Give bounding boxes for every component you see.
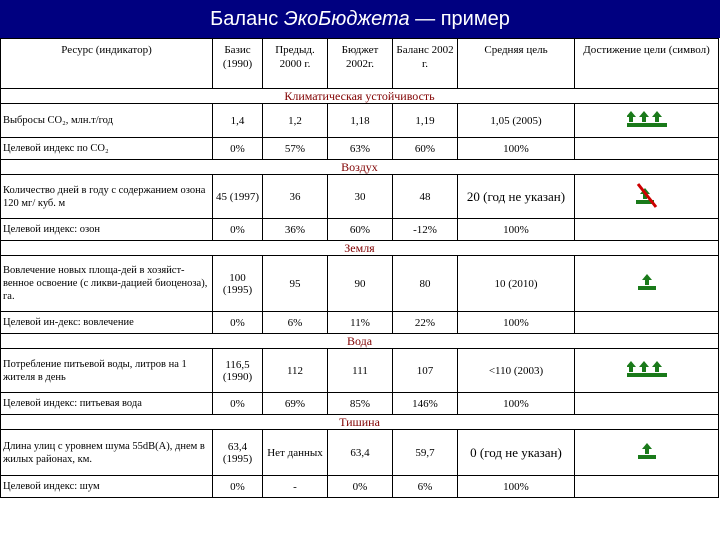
achievement-cell [575,312,719,334]
title-suffix: — пример [409,8,510,30]
balance-cell: -12% [393,219,458,241]
target-cell: 0 (год не указан) [458,430,575,476]
three-arrows-up-icon [627,110,667,131]
table-row [1,430,719,476]
section-row [1,415,719,430]
resource-cell: Потребление питьевой воды, литров на 1 жителя в день [1,349,213,393]
table-row [1,256,719,312]
balance-cell: 22% [393,312,458,334]
col-header-resource: Ресурс (индикатор) [1,39,213,89]
prev-cell: 36 [263,175,328,219]
budget-cell: 0% [328,476,393,498]
section-row [1,334,719,349]
target-cell: 100% [458,476,575,498]
title-italic: ЭкоБюджета [283,8,410,30]
achievement-cell [575,219,719,241]
balance-cell: 107 [393,349,458,393]
target-cell: 100% [458,219,575,241]
base-cell: 116,5 (1990) [213,349,263,393]
target-cell: 100% [458,312,575,334]
single-arrow-up-icon [637,442,657,463]
balance-cell: 6% [393,476,458,498]
eco-budget-table [0,38,719,498]
budget-cell: 11% [328,312,393,334]
achievement-cell [575,430,719,476]
prev-cell: 69% [263,393,328,415]
budget-cell: 90 [328,256,393,312]
header-row [1,39,719,89]
table-row [1,312,719,334]
prev-cell: Нет данных [263,430,328,476]
base-cell: 0% [213,219,263,241]
crossed-arrow-icon [635,182,659,211]
target-cell: 10 (2010) [458,256,575,312]
resource-cell: Целевой индекс по CO₂ [1,138,213,160]
col-header-base: Базис (1990) [213,39,263,89]
section-row [1,241,719,256]
budget-cell: 63% [328,138,393,160]
achievement-cell [575,393,719,415]
col-header-balance: Баланс 2002 г. [393,39,458,89]
target-cell: 20 (год не указан) [458,175,575,219]
balance-cell: 59,7 [393,430,458,476]
base-cell: 100 (1995) [213,256,263,312]
title-prefix: Баланс [210,8,284,30]
base-cell: 0% [213,138,263,160]
prev-cell: - [263,476,328,498]
achievement-cell [575,175,719,219]
col-header-achievement: Достижение цели (символ) [575,39,719,89]
three-arrows-up-icon [627,360,667,381]
balance-cell: 80 [393,256,458,312]
balance-cell: 48 [393,175,458,219]
balance-cell: 60% [393,138,458,160]
base-cell: 0% [213,393,263,415]
achievement-cell [575,138,719,160]
achievement-cell [575,476,719,498]
section-title: Земля [1,241,719,256]
section-title: Климатическая устойчивость [1,89,719,104]
section-title: Тишина [1,415,719,430]
single-arrow-up-icon [637,273,657,294]
budget-cell: 63,4 [328,430,393,476]
base-cell: 1,4 [213,104,263,138]
base-cell: 63,4 (1995) [213,430,263,476]
budget-cell: 30 [328,175,393,219]
balance-cell: 146% [393,393,458,415]
resource-cell: Количество дней в году с содержанием озона 120 мг/ куб. м [1,175,213,219]
resource-cell: Выбросы CO₂, млн.т/год [1,104,213,138]
page-title [0,0,720,38]
budget-cell: 1,18 [328,104,393,138]
prev-cell: 95 [263,256,328,312]
resource-cell: Вовлечение новых площа-дей в хозяйст-венное освоение (с ликви-дацией биоценоза), га. [1,256,213,312]
resource-cell: Целевой индекс: шум [1,476,213,498]
resource-cell: Целевой ин-декс: вовлечение [1,312,213,334]
section-title: Вода [1,334,719,349]
target-cell: 100% [458,393,575,415]
resource-cell: Длина улиц с уровнем шума 55dB(A), днем в жилых районах, км. [1,430,213,476]
table-row [1,476,719,498]
balance-cell: 1,19 [393,104,458,138]
resource-cell: Целевой индекс: озон [1,219,213,241]
section-row [1,89,719,104]
base-cell: 0% [213,312,263,334]
target-cell: <110 (2003) [458,349,575,393]
budget-cell: 60% [328,219,393,241]
achievement-cell [575,256,719,312]
prev-cell: 112 [263,349,328,393]
table-row [1,219,719,241]
achievement-cell [575,104,719,138]
prev-cell: 6% [263,312,328,334]
target-cell: 100% [458,138,575,160]
table-row [1,104,719,138]
base-cell: 0% [213,476,263,498]
resource-cell: Целевой индекс: питьевая вода [1,393,213,415]
target-cell: 1,05 (2005) [458,104,575,138]
table-row [1,349,719,393]
col-header-prev: Предыд. 2000 г. [263,39,328,89]
col-header-target: Средняя цель [458,39,575,89]
table-row [1,175,719,219]
budget-cell: 111 [328,349,393,393]
base-cell: 45 (1997) [213,175,263,219]
prev-cell: 36% [263,219,328,241]
prev-cell: 1,2 [263,104,328,138]
table-row [1,138,719,160]
table-row [1,393,719,415]
budget-cell: 85% [328,393,393,415]
col-header-budget: Бюджет 2002г. [328,39,393,89]
achievement-cell [575,349,719,393]
section-row [1,160,719,175]
section-title: Воздух [1,160,719,175]
prev-cell: 57% [263,138,328,160]
